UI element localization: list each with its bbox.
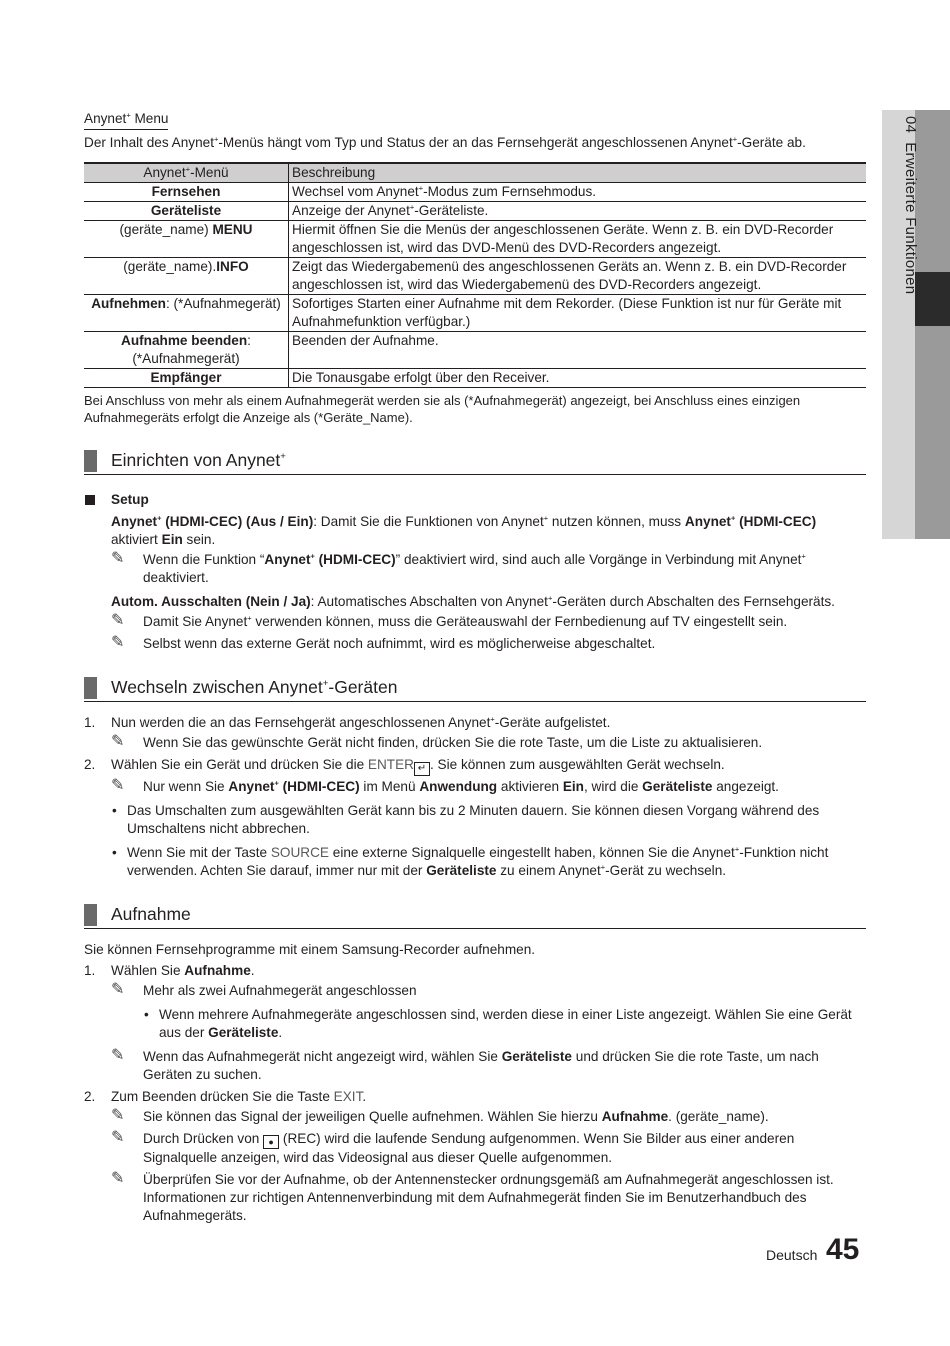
bullet-item xyxy=(84,1006,866,1042)
page-number: 45 xyxy=(826,1233,860,1266)
name-plain: (geräte_name). xyxy=(123,259,217,274)
table-row xyxy=(84,202,866,221)
note-text: Wenn die Funktion “ xyxy=(143,552,265,567)
desc-text: Anzeige der Anynet xyxy=(292,203,410,218)
note-bold: Geräteliste xyxy=(501,1049,572,1064)
enter-key-label: ENTER xyxy=(367,757,414,772)
intro-sup: + xyxy=(213,134,219,144)
auto-off-sup: + xyxy=(547,593,553,603)
note-sup: + xyxy=(247,613,252,623)
section-bar xyxy=(84,677,97,699)
step-text: Wählen Sie ein Gerät und drücken Sie die xyxy=(111,757,368,772)
note xyxy=(84,1108,866,1126)
hdmi-text: sein. xyxy=(182,532,216,547)
note-text: verwenden können, muss die Geräteauswahl der Fernbedienung auf TV eingestellt sein. xyxy=(251,614,788,629)
note-bold: Anwendung xyxy=(419,779,498,794)
desc-text: Hiermit öffnen Sie die Menüs der angeschlossenen Geräte. Wenn z. B. ein DVD-Recorder angeschlossen ist, wird das DVD-Menü des DVD-Recorders angezeigt. xyxy=(292,222,834,255)
chapter-side-tab-marker xyxy=(915,272,950,326)
name-bold: INFO xyxy=(216,259,249,274)
name-bold: Geräteliste xyxy=(150,203,222,218)
step-text: -Geräte aufgelistet. xyxy=(494,715,611,730)
note-bold: Ein xyxy=(562,779,584,794)
desc-text: Zeigt das Wiedergabemenü des angeschlossenen Geräts an. Wenn z. B. ein DVD-Recorder angeschlossen ist, wird das Wiedergabemenü des DVD-Recorders angezeigt. xyxy=(292,259,847,292)
step-text: . xyxy=(362,1089,367,1104)
section-heading-recording xyxy=(84,902,866,929)
menu-item-name xyxy=(84,221,289,258)
col1-text: Anynet xyxy=(143,165,186,180)
name-bold: Fernsehen xyxy=(151,184,221,199)
section-title xyxy=(111,676,397,698)
auto-off-label: Autom. Ausschalten (Nein / Ja) xyxy=(111,594,311,609)
section-bar xyxy=(84,450,97,472)
step-text: Wählen Sie xyxy=(111,963,185,978)
bullet-text: zu einem Anynet xyxy=(496,863,601,878)
intro-sup: + xyxy=(732,134,738,144)
bullet-item xyxy=(84,802,866,838)
section-title-sup: + xyxy=(280,451,286,463)
desc-text: -Modus zum Fernsehmodus. xyxy=(423,184,597,199)
note-bold: (HDMI-CEC) xyxy=(278,779,360,794)
menu-item-name xyxy=(84,369,289,388)
name-bold: Aufnehmen xyxy=(91,296,166,311)
bullet-sup: + xyxy=(600,862,606,872)
note-text: deaktiviert. xyxy=(143,570,209,585)
step-number: 2. xyxy=(84,1089,96,1104)
note-text: aktivieren xyxy=(497,779,563,794)
desc-sup: + xyxy=(409,202,415,212)
hdmi-text-sup: + xyxy=(543,513,549,523)
setup-label-text: Setup xyxy=(111,492,149,507)
record-button-icon: ● xyxy=(263,1135,279,1149)
note xyxy=(84,635,866,653)
bullet-text: eine externe Signalquelle eingestellt haben, können Sie die Anynet xyxy=(328,845,735,860)
hdmi-text: aktiviert xyxy=(111,532,162,547)
menu-item-name xyxy=(84,258,289,295)
note-pencil-icon: ✎ xyxy=(111,733,125,750)
bullet-sup: + xyxy=(734,844,740,854)
desc-text: Beenden der Aufnahme. xyxy=(292,333,439,348)
note-text: Nur wenn Sie xyxy=(143,779,229,794)
col1-sup: + xyxy=(185,164,191,174)
hdmi-label: Anynet xyxy=(111,514,158,529)
menu-heading xyxy=(84,110,168,130)
step-text: . Sie können zum ausgewählten Gerät wechseln. xyxy=(430,757,725,772)
menu-intro xyxy=(84,134,866,152)
step-1 xyxy=(84,962,866,980)
note-bold: Aufnahme xyxy=(601,1109,669,1124)
source-key-label: SOURCE xyxy=(270,845,329,860)
menu-item-description xyxy=(289,221,867,258)
setup-label xyxy=(84,491,866,509)
hdmi-text: : Damit Sie die Funktionen von Anynet xyxy=(313,514,544,529)
note-text: Durch Drücken von xyxy=(143,1131,264,1146)
intro-part: Der Inhalt des Anynet xyxy=(84,135,214,150)
footer-language: Deutsch xyxy=(766,1247,818,1263)
note-text: Selbst wenn das externe Gerät noch aufnimmt, wird es möglicherweise abgeschaltet. xyxy=(143,636,656,651)
desc-text: Wechsel vom Anynet xyxy=(292,184,419,199)
section-title xyxy=(111,449,286,471)
enter-key-icon: ↵ xyxy=(414,762,430,776)
note-text: Damit Sie Anynet xyxy=(143,614,248,629)
auto-off-text: : Automatisches Abschalten von Anynet xyxy=(310,594,548,609)
table-row xyxy=(84,295,866,332)
note-text: im Menü xyxy=(359,779,420,794)
note xyxy=(84,778,866,796)
column-header-description: Beschreibung xyxy=(289,163,867,183)
note-pencil-icon: ✎ xyxy=(111,634,125,651)
section-heading-switch-devices xyxy=(84,675,866,702)
name-bold: Aufnahme beenden xyxy=(121,333,248,348)
note-text: angezeigt. xyxy=(712,779,779,794)
step-sup: + xyxy=(490,714,495,724)
hdmi-label-sup: + xyxy=(157,513,162,523)
note-text: ” deaktiviert wird, sind auch alle Vorgänge in Verbindung mit Anynet xyxy=(395,552,802,567)
bullet-text: Das Umschalten zum ausgewählten Gerät kann bis zu 2 Minuten dauern. Sie können diesen Vorgang während des Umschaltens nicht abbrechen. xyxy=(127,803,820,836)
note xyxy=(84,551,866,587)
menu-item-description xyxy=(289,183,867,202)
section-title-text: Einrichten von Anynet xyxy=(111,450,281,470)
note-text: , wird die xyxy=(584,779,643,794)
menu-item-name xyxy=(84,183,289,202)
step-number: 1. xyxy=(84,715,96,730)
section-title-text: -Geräten xyxy=(328,677,398,697)
step-text: Zum Beenden drücken Sie die Taste xyxy=(111,1089,334,1104)
menu-item-name xyxy=(84,332,289,369)
recording-intro: Sie können Fernsehprogramme mit einem Samsung-Recorder aufnehmen. xyxy=(84,942,536,957)
step-text: Nun werden die an das Fernsehgerät angeschlossenen Anynet xyxy=(111,715,491,730)
note-bold: Geräteliste xyxy=(642,779,713,794)
hdmi-bold-sup: + xyxy=(730,513,736,523)
desc-text: Die Tonausgabe erfolgt über den Receiver. xyxy=(292,370,550,385)
table-row xyxy=(84,221,866,258)
note-text: Sie können das Signal der jeweiligen Quelle aufnehmen. Wählen Sie hierzu xyxy=(143,1109,602,1124)
hdmi-bold: (HDMI-CEC) xyxy=(735,514,817,529)
bullet-bold: Geräteliste xyxy=(208,1025,279,1040)
menu-item-description xyxy=(289,295,867,332)
note xyxy=(84,1171,866,1225)
note-text: . (geräte_name). xyxy=(668,1109,769,1124)
section-heading-setup xyxy=(84,448,866,475)
menu-item-description xyxy=(289,202,867,221)
step-1 xyxy=(84,714,866,732)
bullet-text: -Gerät zu wechseln. xyxy=(605,863,727,878)
menu-item-name xyxy=(84,295,289,332)
note xyxy=(84,613,866,631)
section-title-text: Wechseln zwischen Anynet xyxy=(111,677,323,697)
step-bold: Aufnahme xyxy=(184,963,251,978)
step-number: 1. xyxy=(84,963,96,978)
section-bar xyxy=(84,904,97,926)
note-text: Wenn das Aufnahmegerät nicht angezeigt wird, wählen Sie xyxy=(143,1049,502,1064)
note-pencil-icon: ✎ xyxy=(111,1129,125,1146)
bullet-dot-icon: • xyxy=(112,803,117,818)
intro-part: -Geräte ab. xyxy=(737,135,806,150)
anynet-menu-table xyxy=(84,162,866,388)
note-text: Überprüfen Sie vor der Aufnahme, ob der Antennenstecker ordnungsgemäß am Aufnahmegerät angeschlossen ist. Informationen zur richtigen Antennenverbindung mit dem Aufnahmegerät finden Sie im Benutzerhandbuch des Aufnahmegeräts. xyxy=(143,1172,834,1223)
chapter-title: Erweiterte Funktionen xyxy=(902,142,919,295)
hdmi-bold: Ein xyxy=(161,532,183,547)
menu-item-description xyxy=(289,332,867,369)
step-2 xyxy=(84,756,866,776)
bullet-dot-icon: • xyxy=(112,845,117,860)
note-pencil-icon: ✎ xyxy=(111,612,125,629)
note-pencil-icon: ✎ xyxy=(111,1107,125,1124)
menu-heading-rest: Menu xyxy=(130,111,169,126)
menu-item-name xyxy=(84,202,289,221)
hdmi-bold: Anynet xyxy=(684,514,731,529)
table-header-row xyxy=(84,163,866,183)
section-title: Aufnahme xyxy=(111,904,191,924)
bullet-text: -Funktion nicht verwenden. Achten Sie darauf, immer nur mit der xyxy=(127,845,829,878)
note-text: Wenn Sie das gewünschte Gerät nicht finden, drücken Sie die rote Taste, um die Liste zu aktualisieren. xyxy=(143,735,763,750)
desc-sup: + xyxy=(418,183,424,193)
table-footnote: Bei Anschluss von mehr als einem Aufnahmegerät werden sie als (*Aufnahmegerät) angezeigt, bei Anschluss eines einzigen Aufnahmegeräts erfolgt die Anzeige als (*Geräte_Name). xyxy=(84,393,801,425)
note-pencil-icon: ✎ xyxy=(111,777,125,794)
note-text: (REC) wird die laufende Sendung aufgenommen. Wenn Sie Bilder aus einer anderen Signalquelle anzeigen, wird das Videosignal aus dieser Quelle aufgenommen. xyxy=(143,1131,795,1165)
note-text: und drücken Sie die rote Taste, um nach Geräten zu suchen. xyxy=(143,1049,819,1082)
step-text: . xyxy=(250,963,255,978)
desc-text: Sofortiges Starten einer Aufnahme mit dem Rekorder. (Diese Funktion ist nur für Geräte mit Aufnahmefunktion verfügbar.) xyxy=(292,296,842,329)
menu-item-description xyxy=(289,258,867,295)
table-row xyxy=(84,258,866,295)
bullet-bold: Geräteliste xyxy=(426,863,497,878)
section-title-sup: + xyxy=(322,678,329,690)
table-row xyxy=(84,332,866,369)
col1-rest: -Menü xyxy=(190,165,229,180)
note-text: Mehr als zwei Aufnahmegerät angeschlossen xyxy=(143,983,417,998)
hdmi-label-rest: (HDMI-CEC) (Aus / Ein) xyxy=(161,514,314,529)
menu-heading-text: Anynet xyxy=(84,111,127,126)
note-sup: + xyxy=(801,551,806,561)
note xyxy=(84,1048,866,1084)
note xyxy=(84,1130,866,1167)
page-content xyxy=(84,110,866,1229)
step-number: 2. xyxy=(84,757,96,772)
step-2 xyxy=(84,1088,866,1106)
name-bold: Empfänger xyxy=(150,370,222,385)
table-row xyxy=(84,183,866,202)
note-pencil-icon: ✎ xyxy=(111,550,125,567)
note-bold: (HDMI-CEC) xyxy=(314,552,396,567)
bullet-dot-icon: • xyxy=(144,1007,149,1022)
name-bold: MENU xyxy=(212,222,253,237)
note-bold: Anynet xyxy=(228,779,275,794)
menu-item-description xyxy=(289,369,867,388)
note-pencil-icon: ✎ xyxy=(111,1047,125,1064)
column-header-menu xyxy=(84,163,289,183)
bullet-item xyxy=(84,844,866,880)
chapter-side-label xyxy=(897,116,919,336)
note xyxy=(84,982,866,1000)
name-plain: : (*Aufnahmegerät) xyxy=(132,333,251,366)
bullet-text: Wenn Sie mit der Taste xyxy=(127,845,271,860)
name-plain: (geräte_name) xyxy=(119,222,213,237)
square-bullet-icon xyxy=(85,495,95,505)
bullet-text: Wenn mehrere Aufnahmegeräte angeschlossen sind, werden diese in einer Liste angezeigt. Wählen Sie eine Gerät aus der xyxy=(159,1007,852,1040)
auto-off-paragraph xyxy=(84,593,866,611)
name-plain: : (*Aufnahmegerät) xyxy=(165,296,281,311)
table-row xyxy=(84,369,866,388)
auto-off-text: -Geräten durch Abschalten des Fernsehgeräts. xyxy=(552,594,835,609)
note-pencil-icon: ✎ xyxy=(111,981,125,998)
bullet-text: . xyxy=(278,1025,283,1040)
desc-text: -Geräteliste. xyxy=(414,203,489,218)
intro-part: -Menüs hängt vom Typ und Status der an das Fernsehgerät angeschlossenen Anynet xyxy=(218,135,733,150)
note-pencil-icon: ✎ xyxy=(111,1170,125,1187)
note-bold-sup: + xyxy=(274,778,279,788)
menu-heading-sup: + xyxy=(126,110,131,120)
hdmi-text: nutzen können, muss xyxy=(548,514,685,529)
exit-key-label: EXIT xyxy=(333,1089,363,1104)
hdmi-cec-paragraph xyxy=(84,513,866,549)
chapter-number: 04 xyxy=(902,116,919,134)
note-bold-sup: + xyxy=(310,551,315,561)
note xyxy=(84,734,866,752)
note-bold: Anynet xyxy=(264,552,311,567)
